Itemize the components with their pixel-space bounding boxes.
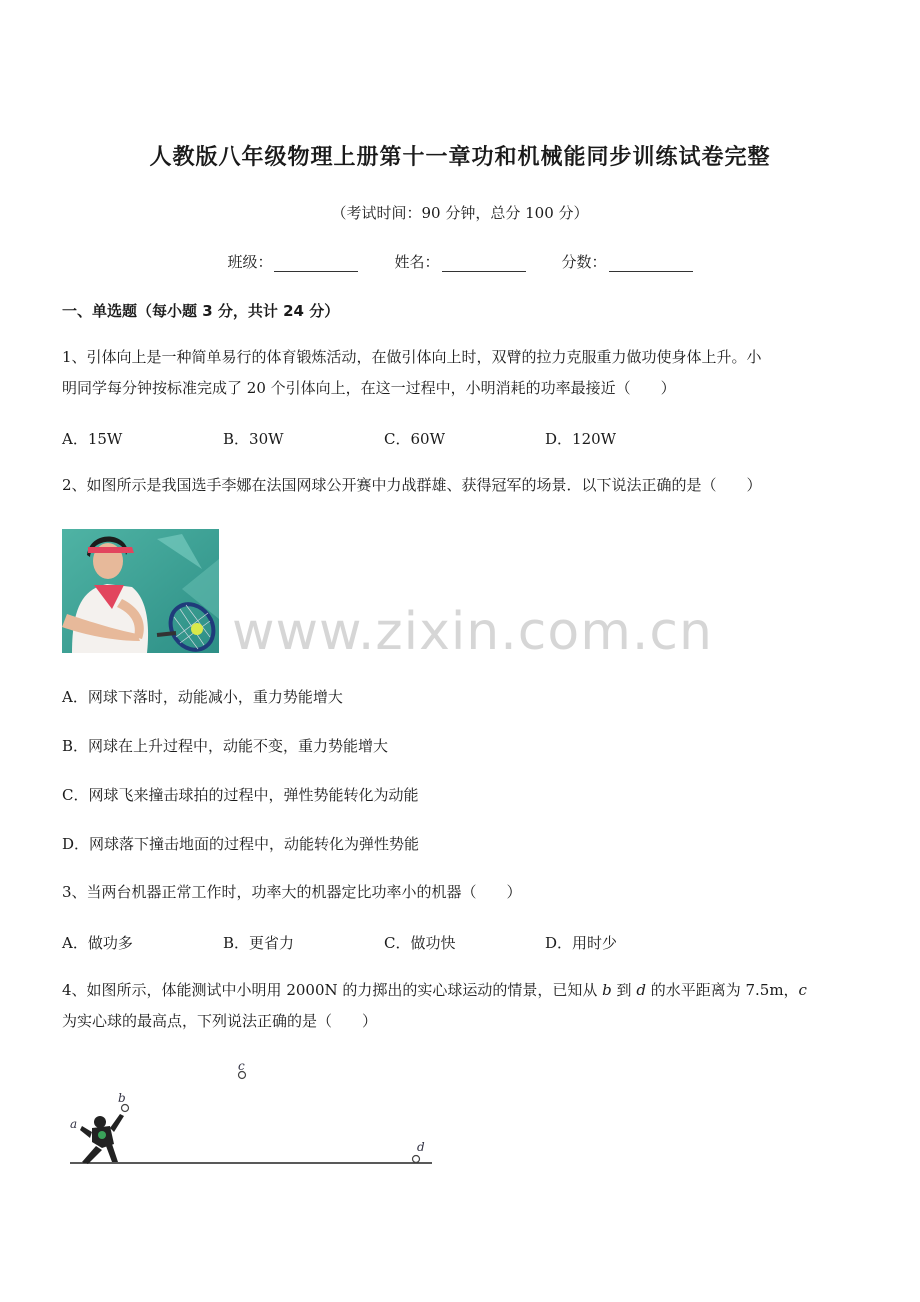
q3-option-b[interactable]: B．更省力	[223, 934, 295, 952]
q1-option-a[interactable]: A．15W	[62, 430, 123, 448]
name-blank[interactable]	[442, 257, 526, 272]
q3-options	[62, 932, 706, 953]
class-field	[227, 251, 358, 272]
class-blank[interactable]	[274, 257, 358, 272]
name-label: 姓名：	[394, 253, 440, 271]
label-a: a	[70, 1117, 78, 1131]
q2-option-c[interactable]: C．网球飞来撞击球拍的过程中，弹性势能转化为动能	[62, 786, 419, 804]
tennis-photo	[62, 529, 219, 653]
q3-option-a[interactable]: A．做功多	[62, 934, 133, 952]
q4-text-2: 到	[611, 981, 637, 999]
q4-symbol-c: c	[798, 981, 807, 999]
q4-text-3: 的水平距离为 7.5m，	[645, 981, 799, 999]
q1-line2: 明同学每分钟按标准完成了 20 个引体向上，在这一过程中，小明消耗的功率最接近（ ）	[62, 379, 676, 397]
score-field	[562, 251, 693, 272]
section-heading: 一、单选题（每小题 3 分，共计 24 分）	[62, 302, 340, 320]
q4-symbol-b: b	[602, 981, 612, 999]
q3-option-c[interactable]: C．做功快	[384, 934, 456, 952]
label-b: b	[118, 1091, 126, 1105]
name-field	[394, 251, 525, 272]
exam-info: （考试时间：90 分钟，总分 100 分）	[331, 204, 589, 222]
q3-option-d[interactable]: D．用时少	[545, 934, 618, 952]
student-fields	[0, 251, 920, 272]
q1-options	[62, 428, 706, 449]
q4-line2: 为实心球的最高点，下列说法正确的是（ ）	[62, 1012, 378, 1030]
q2-stem: 2、如图所示是我国选手李娜在法国网球公开赛中力战群雄、获得冠军的场景．以下说法正确的是（ ）	[62, 476, 762, 494]
q1-line1: 1、引体向上是一种简单易行的体育锻炼活动，在做引体向上时，双臂的拉力克服重力做功使身体上升。小	[62, 348, 762, 366]
q1-option-c[interactable]: C．60W	[384, 430, 445, 448]
score-label: 分数：	[561, 253, 607, 271]
shot-put-diagram	[62, 1058, 442, 1174]
q2-option-d[interactable]: D．网球落下撞击地面的过程中，动能转化为弹性势能	[62, 835, 420, 853]
question-1	[62, 342, 858, 404]
q3-stem: 3、当两台机器正常工作时，功率大的机器定比功率小的机器（ ）	[62, 883, 522, 901]
q4-symbol-d: d	[636, 981, 646, 999]
score-blank[interactable]	[609, 257, 693, 272]
q1-option-d[interactable]: D．120W	[545, 430, 617, 448]
page-title: 人教版八年级物理上册第十一章功和机械能同步训练试卷完整	[149, 145, 771, 170]
ball-d	[413, 1156, 420, 1163]
q4-text-1: 4、如图所示，体能测试中小明用 2000N 的力掷出的实心球运动的情景，已知从	[62, 981, 603, 999]
q2-option-b[interactable]: B．网球在上升过程中，动能不变，重力势能增大	[62, 737, 389, 755]
label-c: c	[238, 1059, 245, 1073]
ball-b	[122, 1105, 129, 1112]
question-4	[62, 975, 858, 1037]
q1-option-b[interactable]: B．30W	[223, 430, 284, 448]
q2-option-a[interactable]: A．网球下落时，动能减小，重力势能增大	[62, 688, 343, 706]
q4-line1	[62, 975, 858, 1006]
class-label: 班级：	[227, 253, 273, 271]
athlete-figure	[80, 1114, 124, 1164]
watermark: www.zixin.com.cn	[232, 602, 713, 662]
label-d: d	[417, 1140, 425, 1154]
